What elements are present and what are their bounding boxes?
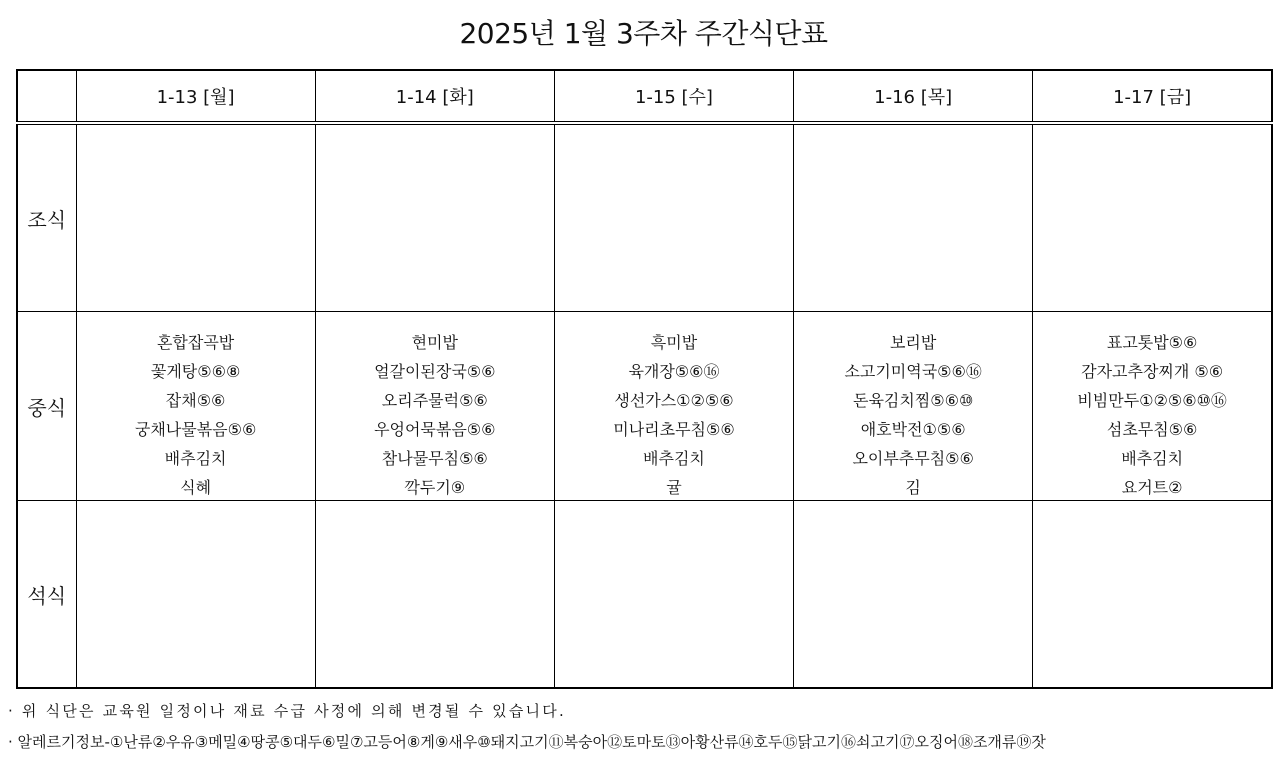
menu-item: 귤: [666, 478, 682, 497]
dinner-cell: [315, 501, 554, 689]
day-header: 1-13 [월]: [76, 70, 315, 123]
menu-item: 보리밥: [889, 333, 937, 352]
breakfast-cell: [794, 123, 1033, 312]
weekly-menu-table: [16, 69, 1273, 689]
header-row: [17, 70, 1272, 123]
menu-item: 비빔만두①②⑤⑥⑩⑯: [1077, 391, 1227, 410]
corner-cell: [17, 70, 76, 123]
menu-item: 생선가스①②⑤⑥: [614, 391, 734, 410]
dinner-cell: [1033, 501, 1272, 689]
menu-item: 혼합잡곡밥: [156, 333, 235, 352]
menu-item: 참나물무침⑤⑥: [381, 449, 488, 468]
lunch-cell: [315, 312, 554, 501]
day-header: 1-15 [수]: [554, 70, 793, 123]
lunch-cell: [794, 312, 1033, 501]
page-title: 2025년 1월 3주차 주간식단표: [459, 17, 828, 50]
day-header: 1-14 [화]: [315, 70, 554, 123]
allergy-info: · 알레르기정보-①난류②우유③메밀④땅콩⑤대두⑥밀⑦고등어⑧게⑨새우⑩돼지고기⑪복숭아⑫토마토⑬아황산류⑭호두⑮닭고기⑯쇠고기⑰오징어⑱조개류⑲잣: [8, 733, 1046, 751]
dinner-row: [17, 501, 1272, 689]
menu-item: 육개장⑤⑥⑯: [628, 362, 720, 381]
menu-item: 오이부추무침⑤⑥: [852, 449, 974, 468]
menu-item: 우엉어묵볶음⑤⑥: [374, 420, 496, 439]
menu-item: 오리주물럭⑤⑥: [381, 391, 488, 410]
meal-label-breakfast: 조식: [17, 123, 76, 312]
menu-item: 애호박전①⑤⑥: [860, 420, 966, 439]
menu-item: 깍두기⑨: [404, 478, 466, 497]
change-notice: · 위 식단은 교육원 일정이나 재료 수급 사정에 의해 변경될 수 있습니다.: [8, 702, 566, 720]
lunch-cell: [76, 312, 315, 501]
menu-item: 요거트②: [1121, 478, 1183, 497]
dinner-cell: [794, 501, 1033, 689]
dinner-cell: [554, 501, 793, 689]
lunch-cell: [554, 312, 793, 501]
menu-item: 꽃게탕⑤⑥⑧: [150, 362, 241, 381]
menu-item: 소고기미역국⑤⑥⑯: [844, 362, 982, 381]
menu-item: 표고톳밥⑤⑥: [1106, 333, 1198, 352]
lunch-cell: [1033, 312, 1272, 501]
breakfast-cell: [315, 123, 554, 312]
menu-item: 미나리초무침⑤⑥: [613, 420, 735, 439]
dinner-cell: [76, 501, 315, 689]
lunch-row: [17, 312, 1272, 501]
day-header: 1-17 [금]: [1033, 70, 1272, 123]
menu-item: 현미밥: [411, 333, 458, 352]
menu-item: 잡채⑤⑥: [165, 391, 226, 410]
breakfast-cell: [76, 123, 315, 312]
menu-item: 흑미밥: [650, 333, 698, 352]
breakfast-cell: [554, 123, 793, 312]
menu-item: 배추김치: [643, 449, 705, 468]
breakfast-cell: [1033, 123, 1272, 312]
menu-item: 감자고추장찌개 ⑤⑥: [1081, 362, 1224, 381]
meal-label-dinner: 석식: [17, 501, 76, 689]
day-header: 1-16 [목]: [794, 70, 1033, 123]
menu-item: 얼갈이된장국⑤⑥: [374, 362, 496, 381]
menu-item: 배추김치: [164, 449, 227, 468]
menu-item: 섬초무침⑤⑥: [1106, 420, 1198, 439]
menu-item: 배추김치: [1121, 449, 1184, 468]
menu-item: 돈육김치찜⑤⑥⑩: [853, 391, 974, 410]
menu-item: 김: [905, 478, 921, 497]
meal-label-lunch: 중식: [17, 312, 76, 501]
breakfast-row: [17, 123, 1272, 312]
menu-item: 식혜: [180, 478, 212, 497]
menu-item: 궁채나물볶음⑤⑥: [134, 420, 257, 439]
